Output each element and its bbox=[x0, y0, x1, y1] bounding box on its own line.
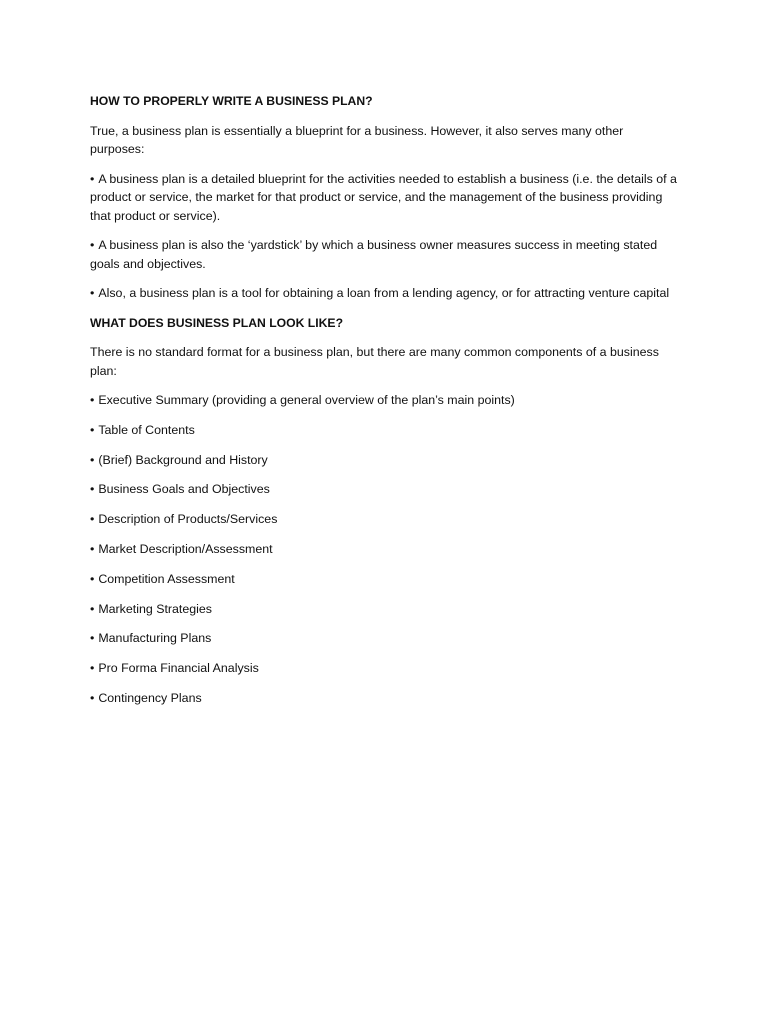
list-item: • Manufacturing Plans bbox=[90, 629, 680, 648]
bullet-glyph: • bbox=[90, 238, 95, 252]
list-item: • A business plan is a detailed blueprint for the activities needed to establish a business (i.e. the details of a product or service, the market for that product or service, and the management of the business providing that product or service). bbox=[90, 171, 677, 223]
list-item: • Contingency Plans bbox=[90, 689, 680, 708]
list-item: • Description of Products/Services bbox=[90, 510, 680, 529]
components-list bbox=[90, 391, 680, 707]
intro-paragraph: True, a business plan is essentially a blueprint for a business. However, it also serves many other purposes: bbox=[90, 123, 624, 156]
purposes-list bbox=[90, 170, 680, 303]
list-item: • Pro Forma Financial Analysis bbox=[90, 659, 680, 678]
list-item: • A business plan is also the ‘yardstick’ by which a business owner measures success in meeting stated goals and objectives. bbox=[90, 238, 658, 271]
section-heading-plan-look: WHAT DOES BUSINESS PLAN LOOK LIKE? bbox=[90, 315, 344, 330]
list-item: • Market Description/Assessment bbox=[90, 540, 680, 559]
bullet-glyph: • bbox=[90, 482, 95, 497]
document-page bbox=[90, 92, 680, 719]
bullet-glyph: • bbox=[90, 541, 95, 556]
list-item: • Business Goals and Objectives bbox=[90, 480, 680, 499]
bullet-glyph: • bbox=[90, 631, 95, 646]
list-item: • Table of Contents bbox=[90, 421, 680, 440]
bullet-glyph: • bbox=[90, 286, 95, 300]
bullet-glyph: • bbox=[90, 601, 95, 616]
bullet-glyph: • bbox=[90, 661, 95, 676]
list-item: • (Brief) Background and History bbox=[90, 451, 680, 470]
list-item: • Also, a business plan is a tool for obtaining a loan from a lending agency, or for attracting venture capital bbox=[90, 284, 680, 303]
bullet-glyph: • bbox=[90, 393, 95, 407]
bullet-glyph: • bbox=[90, 452, 95, 467]
list-item: • Marketing Strategies bbox=[90, 600, 680, 619]
components-intro-paragraph: There is no standard format for a business plan, but there are many common components of a business plan: bbox=[90, 345, 659, 378]
bullet-glyph: • bbox=[90, 171, 95, 186]
bullet-glyph: • bbox=[90, 422, 95, 437]
section-heading-write-plan: HOW TO PROPERLY WRITE A BUSINESS PLAN? bbox=[90, 94, 373, 108]
list-item: • Executive Summary (providing a general overview of the plan’s main points) bbox=[90, 391, 680, 410]
bullet-glyph: • bbox=[90, 512, 95, 527]
bullet-glyph: • bbox=[90, 690, 95, 705]
list-item: • Competition Assessment bbox=[90, 570, 680, 589]
bullet-glyph: • bbox=[90, 571, 95, 586]
